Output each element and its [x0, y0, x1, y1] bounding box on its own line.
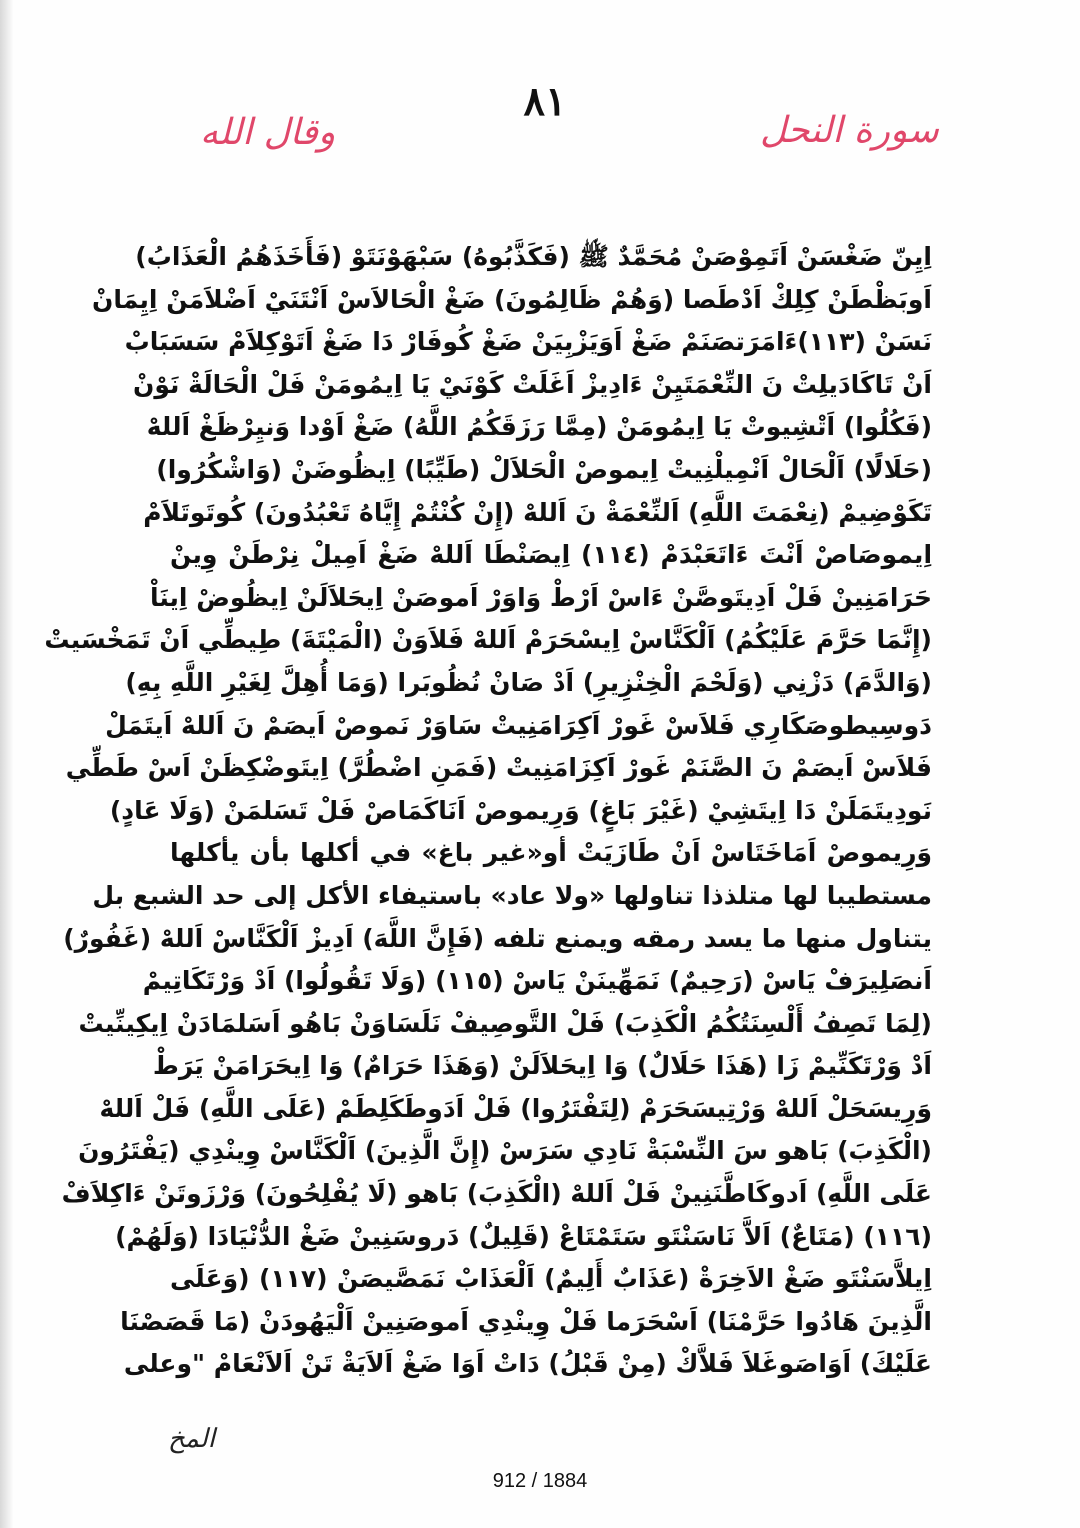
text-line: اِيِنّ ضَغْسَنْ اَتَمِوْصَنْ مُحَمَّدٌ ﷺ (فَكَذَّبُوهُ) سَبْهَوْنَتَوْ (فَأَخَذَهُمُ الْعَذَابُ)	[135, 242, 932, 271]
text-line: دَوسِيطوصَكَارِي فَلاَسْ غَورْ اَكِرَامَنِيتْ سَاوَرْ نَموصْ اَيصَمْ نَ اَللهْ اَيتَمَلْ	[105, 710, 932, 740]
catchword: المخ	[168, 1424, 215, 1454]
text-line: (إِنَّمَا حَرَّمَ عَلَيْكُمُ) اَلْكَنَّاسْ اِيسْحَرَمْ اَللهْ فَلاَوَنْ (الْمَيْتَةَ) طِيطِّي اَنْ تَمَخْسَيتْ	[44, 625, 932, 655]
text-line: اَنْ تَاكَادَيلِتْ نَ النِّعْمَتَيِنْ ءَادِيزْ اَغَلَتْ كَوْنَيْ يَا اِيمُومَنْ فَلْ الْحَالَةْ نَوْنْ	[133, 369, 932, 399]
text-line: وَرِيموصْ اَمَاخَتَاسْ اَنْ طَازَيَتْ أو«غير باغ» في أكلها بأن يأكلها	[170, 838, 932, 868]
text-line: اَنصَلِيرَفْ يَاسْ (رَحِيمٌ) نَمَهِّينَنْ يَاسْ (١١٥) (وَلَا تَقُولُوا) اَدْ وَرْتَكَاتِيمْ	[142, 966, 932, 996]
text-line: اَدْ وَرْتَكَنِّيمْ زَا (هَذَا حَلَالٌ) وَا اِيحَلاَلَنْ (وَهَذَا حَرَامٌ) وَا اِيحَرَامَنْ يَرَطْ	[152, 1051, 932, 1081]
text-line: (الْكَذِبَ) بَاهو سَ النِّسْبَةْ نَادِي سَرَسْ (إِنَّ الَّذِينَ) اَلْكَنَّاسْ وِينْدِي (يَفْتَرُونَ	[78, 1136, 932, 1166]
handwritten-note-left: وقال الله	[200, 112, 336, 153]
text-line: (وَالدَّمَ) دَزْنِي (وَلَحْمَ الْخِنْزِيرِ) اَدْ صَانْ نُظُوبَرا (وَمَا أُهِلَّ لِغَيْرِ اللَّهِ بِهِ)	[125, 667, 932, 697]
text-line: نَودِيتَمَلَنْ دَا اِيتَشِيْ (غَيْرَ بَاغٍ) وَرِيموصْ اَنَاكَمَاصْ فَلْ تَسَلمَنْ (وَلَا عَادٍ)	[109, 795, 932, 825]
page-edge-shadow	[0, 0, 14, 1528]
text-line: (فَكُلُوا) اَتْشِيوتْ يَا اِيمُومَنْ (مِمَّا رَزَقَكُمُ اللَّهُ) ضَغْ اَوْدا وَنيِرْظَغْ اَللهْ	[146, 412, 932, 442]
text-line: مستطيبا لها متلذذا تناولها «ولا عاد» باستيفاء الأكل إلى حد الشبع بل	[92, 880, 932, 910]
text-line: فَلاَسْ اَيصَمْ نَ الصَّنَمْ غَورْ اَكِزَامَنِيتْ (فَمَنِ اضْطُرَّ) اِيتَوضْكِظَنْ اَسْ طَطِّي	[65, 753, 932, 783]
text-line: نَسَنْ (١١٣)ءَامَرَتصَنَمْ ضَغْ اَوَيَزْبِيَنْ ضَغْ كُوفَارْ دَا ضَغْ اَتَوْكِلاَمْ سَسَبَابْ	[124, 327, 932, 357]
text-line: يتناول منها ما يسد رمقه ويمنع تلفه (فَإِنَّ اللَّهَ) اَدِيزْ اَلْكَنَّاسْ اَللهْ (غَفُورٌ)	[63, 923, 932, 953]
text-line: اِيلاَّسَنْتَو ضَغْ الاَخِرَةْ (عَذَابٌ أَلِيمٌ) اَلْعَذَابْ نَمَصَّيصَنْ (١١٧) (وَعَلَى	[170, 1264, 933, 1294]
text-line: حَرَامَنِينْ فَلْ اَدِيتَوصَّنْ ءَاسْ اَرْطْ وَاوَرْ اَموصَنْ اِيحَلاَلَنْ اِيظُوضْ اِينَاْ	[149, 582, 932, 612]
text-line: عَلَى اللَّهِ) اَدوكَاطَّنَنِينْ فَلْ اَللهْ (الْكَذِبَ) بَاهو (لَا يُفْلِحُونَ) وَرْزَوتَنْ ءَاكِلاَفْ	[61, 1179, 932, 1209]
handwritten-note-right: سورة النحل	[760, 110, 939, 151]
text-line: (١١٦) (مَتَاعٌ) اَلاَّ نَاسَنْتَو سَتَمْتَاعْ (قَلِيلٌ) دَروسَنِينْ ضَغْ الدُّنْيَادَا (وَلَهُمْ)	[115, 1221, 932, 1251]
text-line: اِيموصَاصْ اَنْتَ ءَاتَعَبْدَمْ (١١٤) اِيصَنْطَا اَللهْ ضَغْ اَمِيلْ نِرْطَنْ وِينْ	[170, 540, 933, 570]
text-line: الَّذِينَ هَادُوا حَرَّمْنَا) اَسْحَرَما فَلْ وِينْدِي اَموصَنِينْ اَلْيَهُودَنْ (مَا قَصَصْنَا	[120, 1306, 932, 1336]
text-line: عَلَيْكَ) اَوَاصَوغَلاَ فَلاَّكْ (مِنْ قَبْلُ) دَاتْ اَوَا ضَغْ اَلاَيَةْ تَنْ اَلاَنْعَامْ "وعلى	[123, 1349, 932, 1379]
text-line: تَكَوْضِيمْ (نِعْمَتَ اللَّهِ) اَلنِّعْمَةْ نَ اَللهْ (إِنْ كُنْتُمْ إِيَّاهُ تَعْبُدُونَ) كُوتَوتَلاَمْ	[143, 497, 932, 527]
page-counter: 912 / 1884	[492, 1470, 588, 1492]
text-line: (لِمَا تَصِفُ أَلْسِنَتُكُمُ الْكَذِبَ) فَلْ التَّوصِيفْ نَلَسَاوَنْ بَاهُو اَسَلمَادَنْ اِيكِينِّيتْ	[78, 1008, 932, 1038]
text-line: (حَلَالًا) اَلْحَالْ اَنْمِيلْنِيتْ اِيموصْ الْحَلاَلْ (طَيِّبًا) اِيظُوضَنْ (وَاشْكُرُوا)	[156, 454, 932, 484]
body-text	[44, 236, 933, 1386]
text-line: اَوبَظْطَنْ كِلِكْ اَدْطَصا (وَهُمْ ظَالِمُونَ) ضَغْ الْحَالاَسْ اَنْتَنَيْ اَضْلاَمَنْ اِيِمَانْ	[92, 284, 932, 314]
text-line: وَرِيسَحَلْ اَللهْ وَرْتِيسَحَرَمْ (لِتَفْتَرُوا) فَلْ اَدَوطَكَلِطَمْ (عَلَى اللَّهِ) فَلْ اَللهْ	[99, 1093, 932, 1123]
page-number: ٨١	[523, 78, 567, 125]
